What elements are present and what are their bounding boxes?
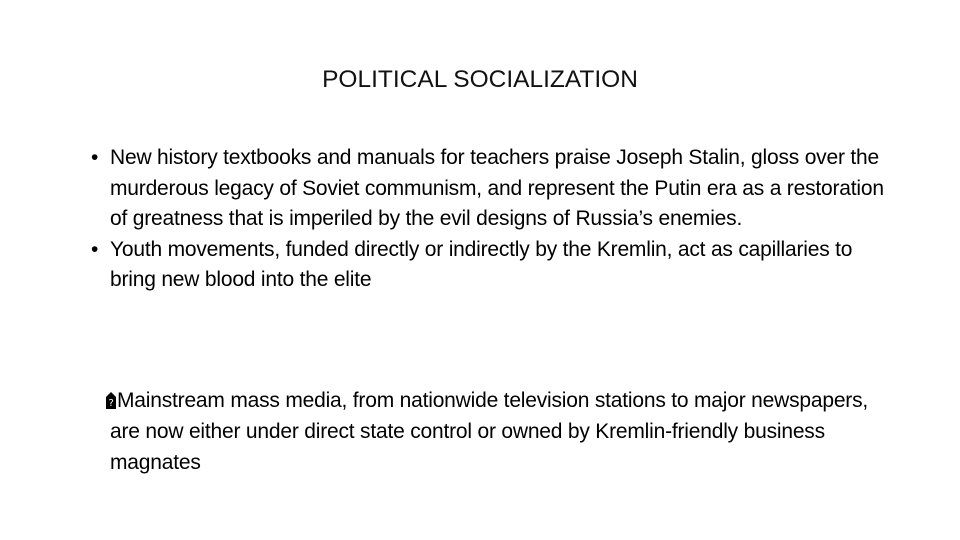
bullet-item [88, 235, 888, 296]
bullet-item [88, 143, 888, 235]
trailing-paragraph [110, 385, 890, 478]
missing-glyph-icon [106, 392, 116, 409]
trailing-paragraph-text: Mainstream mass media, from nationwide television stations to major newspapers, are now either under direct state control or owned by Kremlin-friendly business magnates [110, 389, 869, 474]
bullet-text: Youth movements, funded directly or indirectly by the Kremlin, act as capillaries to bring new blood into the elite [110, 237, 853, 292]
slide-title: POLITICAL SOCIALIZATION [322, 66, 638, 93]
bullet-text: New history textbooks and manuals for teachers praise Joseph Stalin, gloss over the murderous legacy of Soviet communism, and represent the Putin era as a restoration of greatness that is imperiled by the evil designs of Russia’s enemies. [110, 146, 884, 231]
bullet-marker: • [91, 237, 99, 261]
svg-text:?: ? [108, 398, 114, 409]
bullet-list [88, 143, 888, 296]
bullet-marker: • [91, 146, 99, 169]
